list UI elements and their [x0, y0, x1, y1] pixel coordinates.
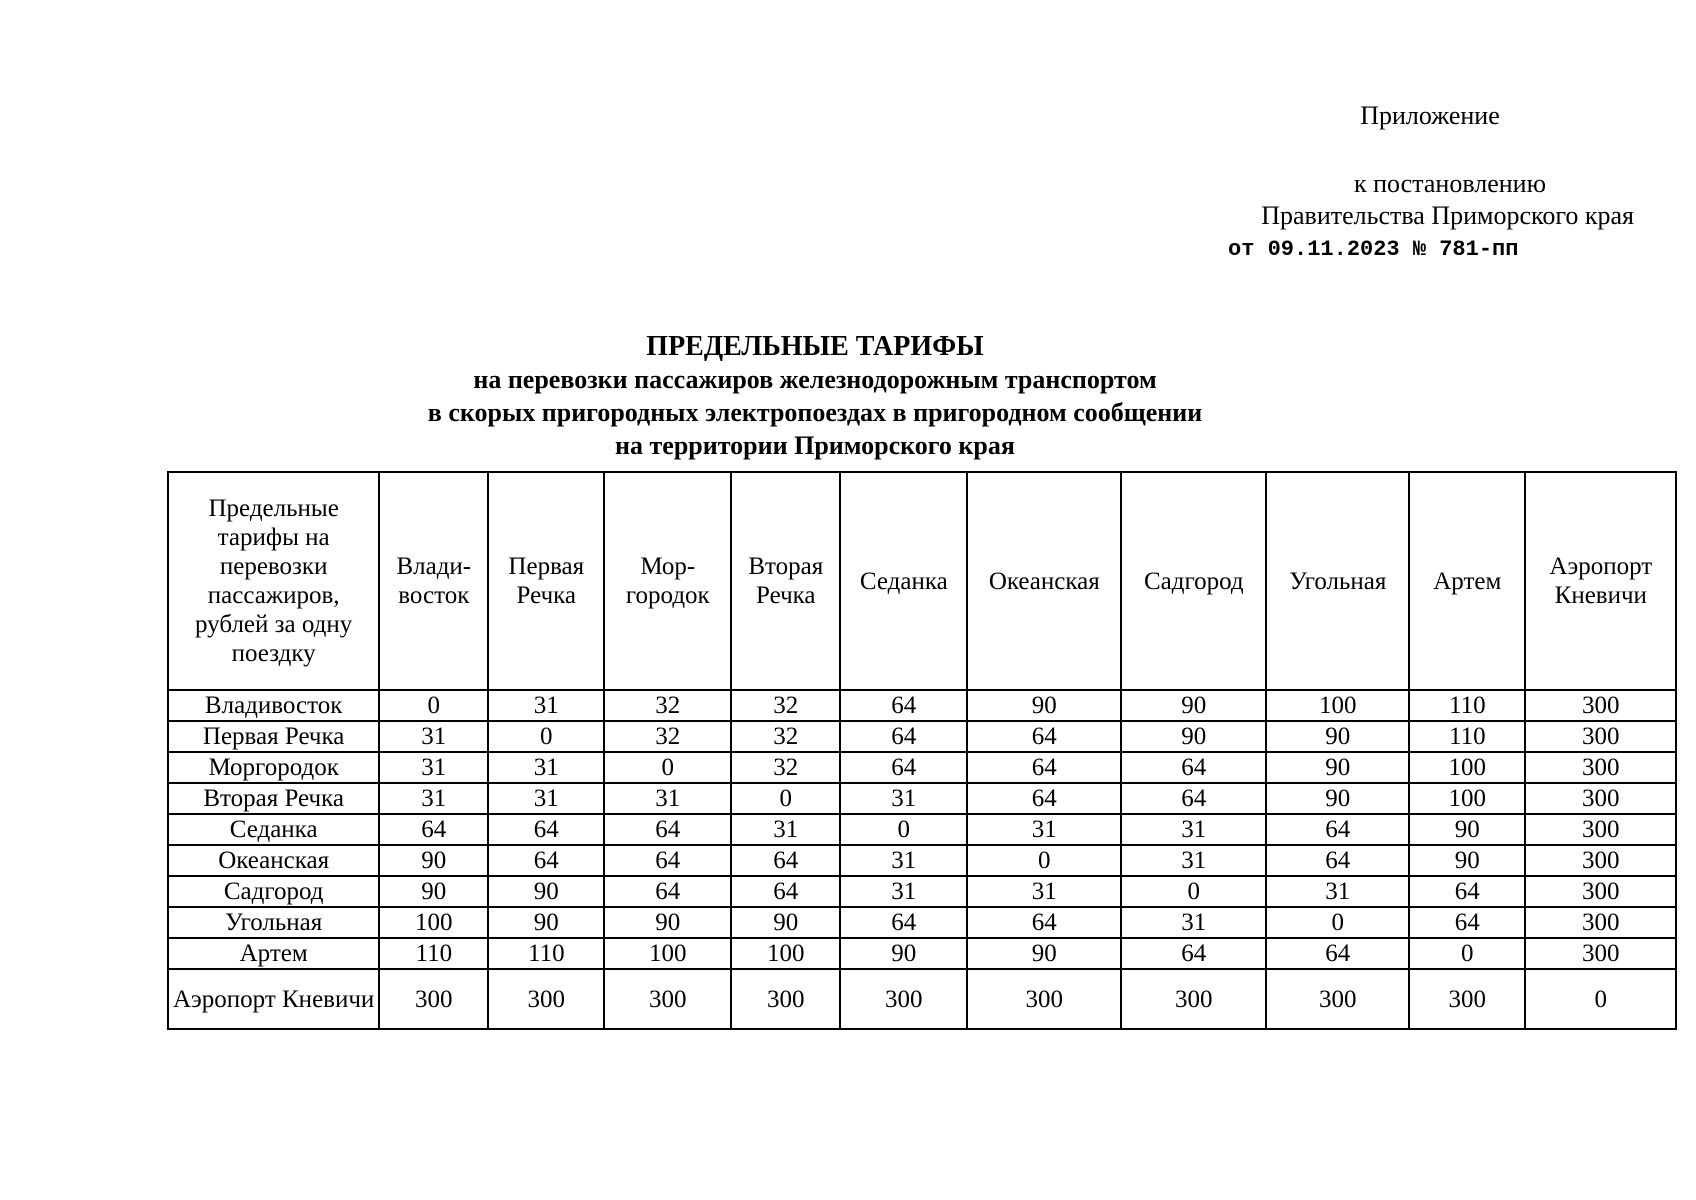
- tariff-cell: 31: [840, 783, 967, 814]
- table-corner-header: Предельные тарифы на перевозки пассажиров, рублей за одну поездку: [168, 472, 379, 690]
- row-header: Вторая Речка: [168, 783, 379, 814]
- table-row: [168, 814, 1676, 845]
- table-row: [168, 938, 1676, 969]
- tariff-cell: 100: [379, 907, 488, 938]
- tariff-cell: 0: [1266, 907, 1409, 938]
- row-header: Седанка: [168, 814, 379, 845]
- table-row: [168, 690, 1676, 721]
- tariff-cell: 90: [1266, 752, 1409, 783]
- title-line-2: на перевозки пассажиров железнодорожным транспортом: [473, 365, 1157, 394]
- tariff-cell: 300: [1525, 845, 1676, 876]
- tariff-cell: 31: [1121, 814, 1266, 845]
- tariff-cell: 110: [488, 938, 604, 969]
- tariff-cell: 90: [1409, 814, 1525, 845]
- row-header: Океанская: [168, 845, 379, 876]
- title-line-3: в скорых пригородных электропоездах в пригородном сообщении: [427, 398, 1203, 427]
- tariff-cell: 31: [967, 814, 1121, 845]
- tariff-cell: 64: [1266, 938, 1409, 969]
- tariff-cell: 64: [1121, 752, 1266, 783]
- tariff-cell: 31: [604, 783, 731, 814]
- tariff-cell: 100: [1409, 783, 1525, 814]
- tariff-cell: 64: [840, 752, 967, 783]
- table-row: [168, 907, 1676, 938]
- tariff-cell: 0: [1409, 938, 1525, 969]
- tariff-cell: 90: [967, 938, 1121, 969]
- column-header: Угольная: [1266, 472, 1409, 690]
- tariff-cell: 90: [1121, 721, 1266, 752]
- tariff-cell: 300: [379, 969, 488, 1029]
- column-header: Садгород: [1121, 472, 1266, 690]
- row-header: Садгород: [168, 876, 379, 907]
- tariff-cell: 300: [1525, 907, 1676, 938]
- tariff-cell: 32: [604, 721, 731, 752]
- column-header: Вторая Речка: [731, 472, 840, 690]
- tariff-cell: 90: [1409, 845, 1525, 876]
- tariff-cell: 32: [731, 690, 840, 721]
- tariff-cell: 0: [1525, 969, 1676, 1029]
- tariff-table: [167, 471, 1677, 1030]
- tariff-cell: 31: [1121, 845, 1266, 876]
- tariff-cell: 300: [840, 969, 967, 1029]
- tariff-cell: 90: [379, 845, 488, 876]
- tariff-cell: 300: [1525, 876, 1676, 907]
- tariff-cell: 31: [1121, 907, 1266, 938]
- tariff-cell: 300: [1525, 814, 1676, 845]
- tariff-cell: 300: [1525, 752, 1676, 783]
- tariff-cell: 31: [488, 783, 604, 814]
- table-row: [168, 969, 1676, 1029]
- table-row: [168, 876, 1676, 907]
- tariff-cell: 64: [379, 814, 488, 845]
- row-header: Артем: [168, 938, 379, 969]
- tariff-cell: 300: [604, 969, 731, 1029]
- document-title: [170, 330, 1460, 462]
- tariff-cell: 31: [379, 721, 488, 752]
- row-header: Владивосток: [168, 690, 379, 721]
- tariff-cell: 31: [1266, 876, 1409, 907]
- tariff-cell: 90: [967, 690, 1121, 721]
- tariff-cell: 31: [967, 876, 1121, 907]
- tariff-cell: 100: [1409, 752, 1525, 783]
- tariff-cell: 64: [488, 845, 604, 876]
- table-row: [168, 783, 1676, 814]
- tariff-cell: 100: [1266, 690, 1409, 721]
- tariff-cell: 90: [731, 907, 840, 938]
- tariff-cell: 300: [1525, 783, 1676, 814]
- table-header-row: [168, 472, 1676, 690]
- tariff-cell: 64: [488, 814, 604, 845]
- tariff-cell: 300: [1121, 969, 1266, 1029]
- tariff-cell: 0: [1121, 876, 1266, 907]
- tariff-cell: 0: [731, 783, 840, 814]
- column-header: Влади-восток: [379, 472, 488, 690]
- title-line-4: на территории Приморского края: [615, 431, 1015, 460]
- tariff-cell: 32: [731, 721, 840, 752]
- row-header: Аэропорт Кневичи: [168, 969, 379, 1029]
- tariff-cell: 110: [1409, 721, 1525, 752]
- tariff-cell: 100: [604, 938, 731, 969]
- tariff-cell: 64: [967, 752, 1121, 783]
- annex-title: Приложение: [1360, 101, 1500, 130]
- tariff-cell: 31: [840, 845, 967, 876]
- tariff-cell: 90: [1266, 783, 1409, 814]
- column-header: Аэропорт Кневичи: [1525, 472, 1676, 690]
- tariff-cell: 64: [967, 907, 1121, 938]
- tariff-cell: 0: [604, 752, 731, 783]
- tariff-cell: 64: [840, 907, 967, 938]
- tariff-cell: 31: [840, 876, 967, 907]
- tariff-cell: 300: [1266, 969, 1409, 1029]
- table-body: [168, 690, 1676, 1029]
- tariff-cell: 64: [840, 690, 967, 721]
- tariff-cell: 64: [1266, 845, 1409, 876]
- tariff-cell: 64: [967, 721, 1121, 752]
- tariff-cell: 64: [604, 845, 731, 876]
- tariff-cell: 31: [379, 783, 488, 814]
- tariff-cell: 300: [1409, 969, 1525, 1029]
- tariff-cell: 300: [1525, 938, 1676, 969]
- tariff-cell: 64: [731, 845, 840, 876]
- tariff-cell: 64: [604, 876, 731, 907]
- tariff-cell: 0: [967, 845, 1121, 876]
- tariff-cell: 300: [1525, 721, 1676, 752]
- table-row: [168, 752, 1676, 783]
- tariff-cell: 31: [488, 690, 604, 721]
- tariff-cell: 90: [379, 876, 488, 907]
- tariff-cell: 300: [1525, 690, 1676, 721]
- tariff-cell: 31: [731, 814, 840, 845]
- tariff-cell: 0: [488, 721, 604, 752]
- column-header: Седанка: [840, 472, 967, 690]
- tariff-cell: 90: [604, 907, 731, 938]
- tariff-cell: 64: [967, 783, 1121, 814]
- tariff-cell: 64: [731, 876, 840, 907]
- tariff-cell: 32: [731, 752, 840, 783]
- tariff-cell: 64: [1409, 907, 1525, 938]
- tariff-cell: 64: [1121, 938, 1266, 969]
- annex-reference-line1: к постановлению: [1353, 169, 1547, 198]
- title-line-1: ПРЕДЕЛЬНЫЕ ТАРИФЫ: [646, 331, 984, 362]
- tariff-cell: 300: [731, 969, 840, 1029]
- tariff-cell: 0: [379, 690, 488, 721]
- tariff-cell: 31: [488, 752, 604, 783]
- tariff-cell: 64: [840, 721, 967, 752]
- tariff-cell: 90: [488, 876, 604, 907]
- annex-block: [1200, 100, 1640, 266]
- tariff-cell: 100: [731, 938, 840, 969]
- tariff-cell: 64: [1266, 814, 1409, 845]
- tariff-cell: 300: [967, 969, 1121, 1029]
- column-header: Первая Речка: [488, 472, 604, 690]
- row-header: Угольная: [168, 907, 379, 938]
- row-header: Моргородок: [168, 752, 379, 783]
- tariff-cell: 90: [1266, 721, 1409, 752]
- tariff-cell: 0: [840, 814, 967, 845]
- tariff-cell: 64: [1121, 783, 1266, 814]
- tariff-cell: 31: [379, 752, 488, 783]
- column-header: Мор-городок: [604, 472, 731, 690]
- table-row: [168, 721, 1676, 752]
- column-header: Океанская: [967, 472, 1121, 690]
- column-header: Артем: [1409, 472, 1525, 690]
- tariff-cell: 90: [1121, 690, 1266, 721]
- resolution-number: от 09.11.2023 № 781-пп: [1228, 237, 1519, 262]
- tariff-cell: 64: [604, 814, 731, 845]
- tariff-cell: 110: [379, 938, 488, 969]
- row-header: Первая Речка: [168, 721, 379, 752]
- tariff-cell: 64: [1409, 876, 1525, 907]
- table-row: [168, 845, 1676, 876]
- tariff-cell: 300: [488, 969, 604, 1029]
- tariff-cell: 90: [840, 938, 967, 969]
- annex-reference-line2: Правительства Приморского края: [1261, 201, 1634, 230]
- tariff-cell: 90: [488, 907, 604, 938]
- tariff-cell: 110: [1409, 690, 1525, 721]
- tariff-cell: 32: [604, 690, 731, 721]
